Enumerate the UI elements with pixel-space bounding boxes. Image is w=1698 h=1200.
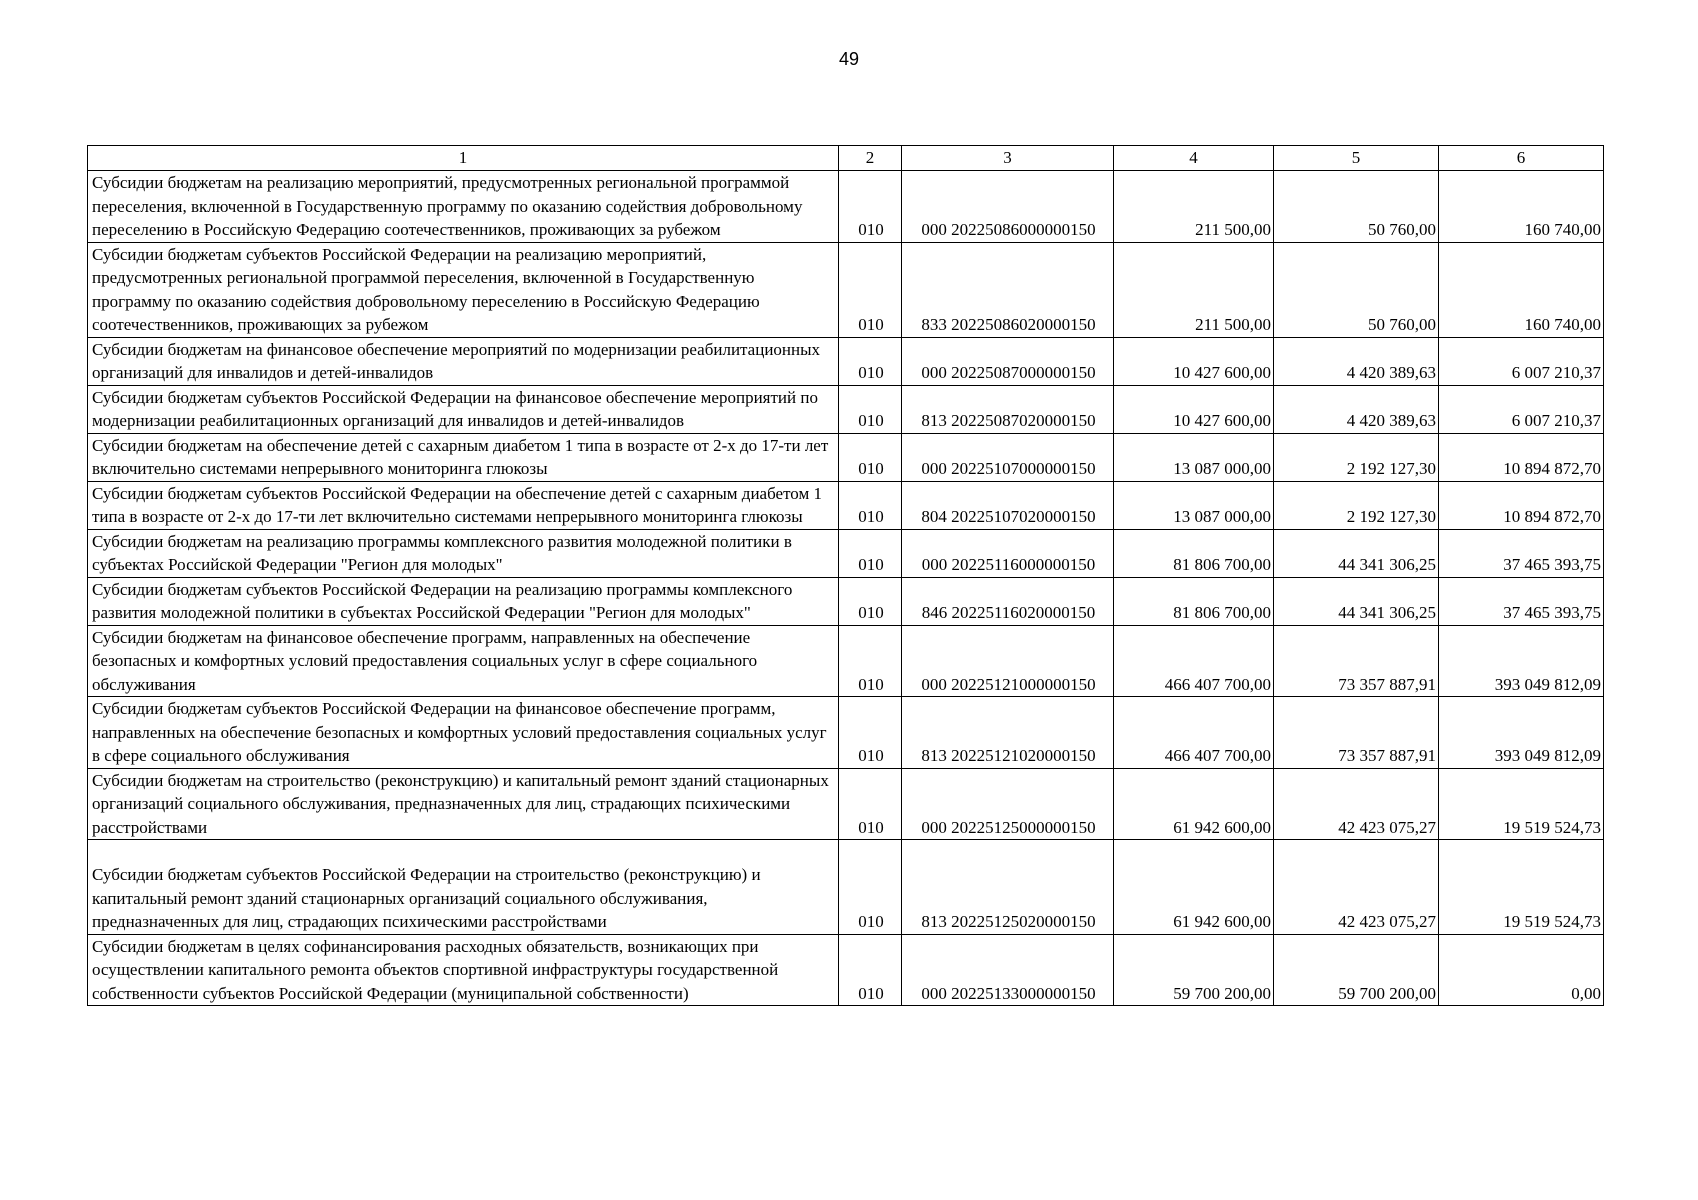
column-number: 6: [1439, 146, 1604, 171]
row-admin-code: 010: [839, 433, 902, 481]
table-row: [88, 385, 1604, 433]
table-row: [88, 577, 1604, 625]
row-executed: 59 700 200,00: [1274, 934, 1439, 1006]
row-executed: 42 423 075,27: [1274, 768, 1439, 840]
column-number-row: [88, 146, 1604, 171]
row-name: Субсидии бюджетам на строительство (реконструкцию) и капитальный ремонт зданий стационарных организаций социального обслуживания, предназначенных для лиц, страдающих психическими расстройствами: [88, 768, 839, 840]
row-admin-code: 010: [839, 768, 902, 840]
page-number: 49: [838, 49, 860, 69]
row-executed: 44 341 306,25: [1274, 577, 1439, 625]
row-budget-code: 000 20225116000000150: [902, 529, 1114, 577]
column-number: 2: [839, 146, 902, 171]
row-unexecuted: 393 049 812,09: [1439, 625, 1604, 697]
row-name: Субсидии бюджетам субъектов Российской Федерации на реализацию программы комплексного развития молодежной политики в субъектах Российской Федерации "Регион для молодых": [88, 577, 839, 625]
table-row: [88, 529, 1604, 577]
row-approved: 81 806 700,00: [1114, 529, 1274, 577]
row-budget-code: 000 20225086000000150: [902, 171, 1114, 243]
row-name: Субсидии бюджетам субъектов Российской Федерации на обеспечение детей с сахарным диабетом 1 типа в возрасте от 2-х до 17-ти лет включительно системами непрерывного мониторинга глюкозы: [88, 481, 839, 529]
row-approved: 13 087 000,00: [1114, 433, 1274, 481]
table-row: [88, 768, 1604, 840]
column-number: 4: [1114, 146, 1274, 171]
row-unexecuted: 10 894 872,70: [1439, 433, 1604, 481]
row-name: Субсидии бюджетам на финансовое обеспечение мероприятий по модернизации реабилитационных организаций для инвалидов и детей-инвалидов: [88, 337, 839, 385]
table-row: [88, 934, 1604, 1006]
row-unexecuted: 10 894 872,70: [1439, 481, 1604, 529]
row-executed: 42 423 075,27: [1274, 840, 1439, 935]
row-admin-code: 010: [839, 840, 902, 935]
table-row: [88, 481, 1604, 529]
column-number: 3: [902, 146, 1114, 171]
row-executed: 2 192 127,30: [1274, 481, 1439, 529]
table-row: [88, 171, 1604, 243]
row-budget-code: 000 20225121000000150: [902, 625, 1114, 697]
row-admin-code: 010: [839, 697, 902, 769]
row-unexecuted: 37 465 393,75: [1439, 529, 1604, 577]
row-name: Субсидии бюджетам на реализацию программы комплексного развития молодежной политики в субъектах Российской Федерации "Регион для молодых": [88, 529, 839, 577]
table-row: [88, 697, 1604, 769]
row-approved: 81 806 700,00: [1114, 577, 1274, 625]
row-approved: 10 427 600,00: [1114, 337, 1274, 385]
row-approved: 211 500,00: [1114, 242, 1274, 337]
row-name: Субсидии бюджетам в целях софинансирования расходных обязательств, возникающих при осуществлении капитального ремонта объектов спортивной инфраструктуры государственной собственности субъектов Российской Федерации (муниципальной собственности): [88, 934, 839, 1006]
table-row: [88, 625, 1604, 697]
row-executed: 44 341 306,25: [1274, 529, 1439, 577]
row-name: Субсидии бюджетам субъектов Российской Федерации на финансовое обеспечение программ, направленных на обеспечение безопасных и комфортных условий предоставления социальных услуг в сфере социального обслуживания: [88, 697, 839, 769]
row-name: Субсидии бюджетам на финансовое обеспечение программ, направленных на обеспечение безопасных и комфортных условий предоставления социальных услуг в сфере социального обслуживания: [88, 625, 839, 697]
row-approved: 466 407 700,00: [1114, 625, 1274, 697]
row-admin-code: 010: [839, 625, 902, 697]
row-admin-code: 010: [839, 481, 902, 529]
row-name: Субсидии бюджетам субъектов Российской Федерации на строительство (реконструкцию) и капитальный ремонт зданий стационарных организаций социального обслуживания, предназначенных для лиц, страдающих психическими расстройствами: [88, 840, 839, 935]
row-name: Субсидии бюджетам на обеспечение детей с сахарным диабетом 1 типа в возрасте от 2-х до 17-ти лет включительно системами непрерывного мониторинга глюкозы: [88, 433, 839, 481]
row-unexecuted: 6 007 210,37: [1439, 337, 1604, 385]
budget-execution-table: [87, 145, 1604, 1006]
row-budget-code: 804 20225107020000150: [902, 481, 1114, 529]
row-executed: 50 760,00: [1274, 242, 1439, 337]
row-budget-code: 833 20225086020000150: [902, 242, 1114, 337]
row-budget-code: 000 20225107000000150: [902, 433, 1114, 481]
table-row: [88, 242, 1604, 337]
row-unexecuted: 19 519 524,73: [1439, 768, 1604, 840]
row-approved: 211 500,00: [1114, 171, 1274, 243]
row-admin-code: 010: [839, 529, 902, 577]
row-approved: 59 700 200,00: [1114, 934, 1274, 1006]
row-admin-code: 010: [839, 577, 902, 625]
row-unexecuted: 6 007 210,37: [1439, 385, 1604, 433]
row-approved: 10 427 600,00: [1114, 385, 1274, 433]
row-unexecuted: 393 049 812,09: [1439, 697, 1604, 769]
row-approved: 61 942 600,00: [1114, 768, 1274, 840]
row-unexecuted: 0,00: [1439, 934, 1604, 1006]
row-budget-code: 813 20225125020000150: [902, 840, 1114, 935]
row-executed: 73 357 887,91: [1274, 697, 1439, 769]
row-name: Субсидии бюджетам субъектов Российской Федерации на финансовое обеспечение мероприятий по модернизации реабилитационных организаций для инвалидов и детей-инвалидов: [88, 385, 839, 433]
row-budget-code: 000 20225087000000150: [902, 337, 1114, 385]
row-approved: 466 407 700,00: [1114, 697, 1274, 769]
table-row: [88, 337, 1604, 385]
row-unexecuted: 160 740,00: [1439, 171, 1604, 243]
row-executed: 4 420 389,63: [1274, 337, 1439, 385]
row-budget-code: 813 20225087020000150: [902, 385, 1114, 433]
row-executed: 50 760,00: [1274, 171, 1439, 243]
row-unexecuted: 19 519 524,73: [1439, 840, 1604, 935]
row-name: Субсидии бюджетам на реализацию мероприятий, предусмотренных региональной программой переселения, включенной в Государственную программу по оказанию содействия добровольному переселению в Российскую Федерацию соотечественников, проживающих за рубежом: [88, 171, 839, 243]
table-row: [88, 433, 1604, 481]
row-name: Субсидии бюджетам субъектов Российской Федерации на реализацию мероприятий, предусмотренных региональной программой переселения, включенной в Государственную программу по оказанию содействия добровольному переселению в Российскую Федерацию соотечественников, проживающих за рубежом: [88, 242, 839, 337]
row-admin-code: 010: [839, 337, 902, 385]
row-budget-code: 846 20225116020000150: [902, 577, 1114, 625]
row-budget-code: 813 20225121020000150: [902, 697, 1114, 769]
row-budget-code: 000 20225125000000150: [902, 768, 1114, 840]
row-unexecuted: 37 465 393,75: [1439, 577, 1604, 625]
table-row: [88, 840, 1604, 935]
row-admin-code: 010: [839, 242, 902, 337]
row-admin-code: 010: [839, 171, 902, 243]
row-executed: 4 420 389,63: [1274, 385, 1439, 433]
row-admin-code: 010: [839, 934, 902, 1006]
row-budget-code: 000 20225133000000150: [902, 934, 1114, 1006]
row-admin-code: 010: [839, 385, 902, 433]
row-approved: 61 942 600,00: [1114, 840, 1274, 935]
row-unexecuted: 160 740,00: [1439, 242, 1604, 337]
column-number: 5: [1274, 146, 1439, 171]
row-approved: 13 087 000,00: [1114, 481, 1274, 529]
row-executed: 2 192 127,30: [1274, 433, 1439, 481]
column-number: 1: [88, 146, 839, 171]
row-executed: 73 357 887,91: [1274, 625, 1439, 697]
